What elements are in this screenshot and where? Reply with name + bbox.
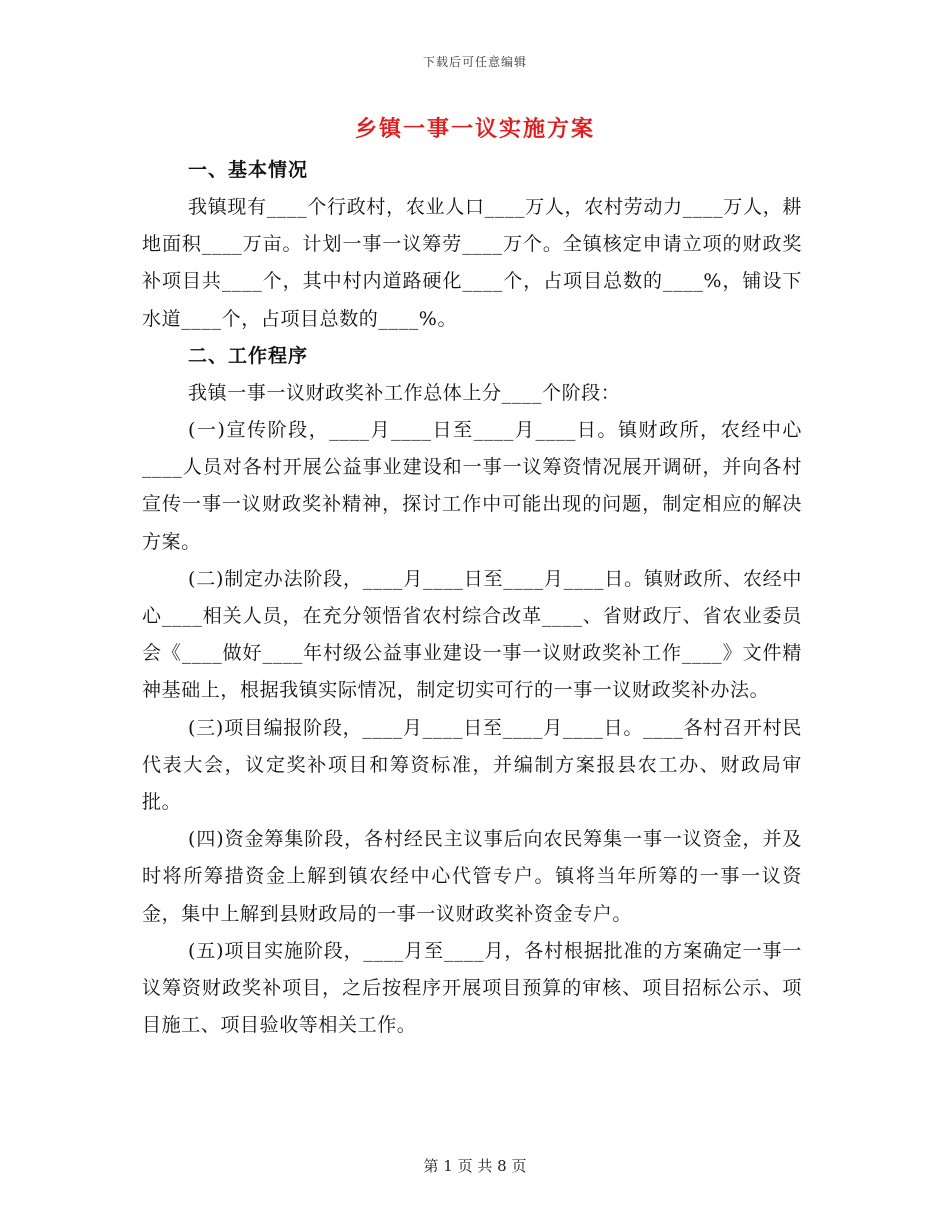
page-footer: 第 1 页 共 8 页 (423, 1157, 527, 1175)
paragraph-stage-fund-raising: (四)资金筹集阶段，各村经民主议事后向农民筹集一事一议资金，并及时将所筹措资金上解到镇农经中心代管专户。镇将当年所筹的一事一议资金，集中上解到县财政局的一事一议财政奖补资金专户。 (142, 828, 802, 925)
paragraph-procedure-intro: 我镇一事一议财政奖补工作总体上分____个阶段： (188, 381, 621, 404)
section-heading-basic: 一、基本情况 (188, 159, 309, 181)
paragraph-basic-info: 我镇现有____个行政村，农业人口____万人，农村劳动力____万人，耕地面积____万亩。计划一事一议筹劳____万个。全镇核定申请立项的财政奖补项目共____个，其中村内道路硬化____个，占项目总数的____%，铺设下水道____个，占项目总数的____%。 (142, 196, 802, 330)
document-title: 乡镇一事一议实施方案 (354, 116, 595, 142)
paragraph-stage-project-report: (三)项目编报阶段，____月____日至____月____日。____各村召开村民代表大会，议定奖补项目和筹资标准，并编制方案报县农工办、财政局审批。 (142, 716, 802, 814)
document-body (142, 152, 802, 1044)
section-heading-procedure: 二、工作程序 (188, 344, 309, 367)
paragraph-stage-method: (二)制定办法阶段，____月____日至____月____日。镇财政所、农经中心____相关人员，在充分领悟省农村综合改革____、省财政厅、省农业委员会《____做好____年村级公益事业建设一事一议财政奖补工作____》文件精神基础上，根据我镇实际情况，制定切实可行的一事一议财政奖补办法。 (142, 567, 802, 702)
header-note: 下载后可任意编辑 (422, 55, 527, 69)
paragraph-stage-implementation: (五)项目实施阶段，____月至____月，各村根据批准的方案确定一事一议筹资财政奖补项目，之后按程序开展项目预算的审核、项目招标公示、项目施工、项目验收等相关工作。 (142, 939, 802, 1037)
paragraph-stage-publicity: (一)宣传阶段，____月____日至____月____日。镇财政所，农经中心____人员对各村开展公益事业建设和一事一议筹资情况展开调研，并向各村宣传一事一议财政奖补精神，探讨工作中可能出现的问题，制定相应的解决方案。 (142, 419, 802, 553)
